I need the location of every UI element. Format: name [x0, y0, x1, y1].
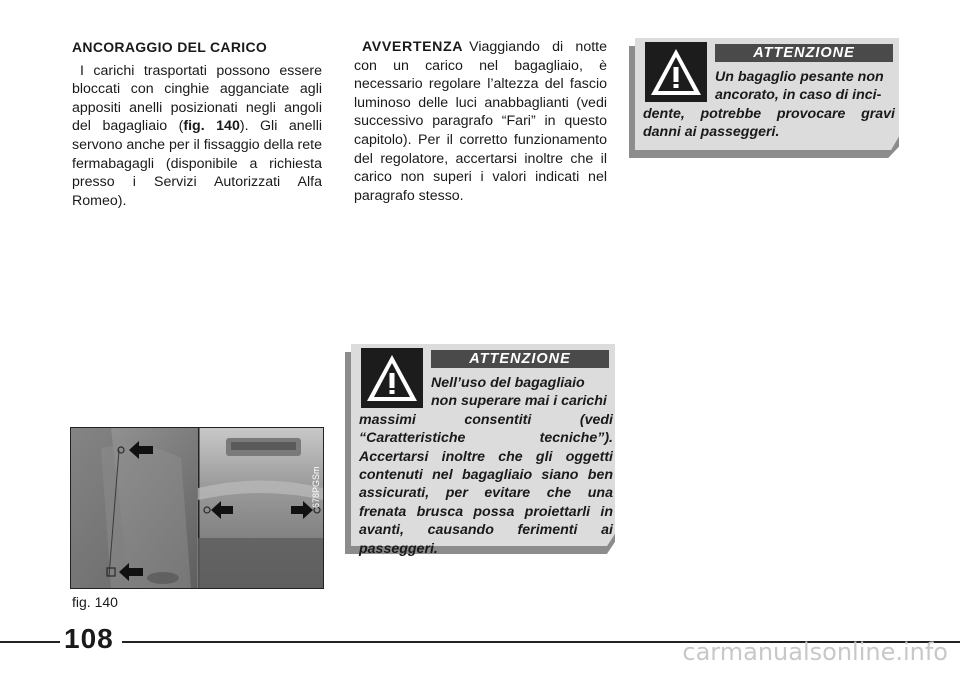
figure-trunk-photo — [70, 427, 324, 589]
footer-rule — [0, 641, 60, 643]
trunk-photo-illustration — [71, 428, 323, 588]
column-middle — [354, 38, 607, 205]
column-left — [72, 38, 322, 210]
warning-box-luggage — [629, 38, 899, 158]
watermark: carmanualsonline.info — [682, 638, 948, 666]
figure-reference: fig. 140 — [183, 118, 240, 135]
section-heading: ANCORAGGIO DEL CARICO — [72, 39, 268, 55]
section-body: I carichi trasportati possono essere bloccati con cinghie agganciate agli appositi anelli posizionati negli angoli del bagagliaio (fig. 140). Gli anelli servono anche per il fissaggio della rete fermabagagli (disponibile a richiesta presso i Servizi Autorizzati Alfa Romeo). — [72, 62, 323, 209]
svg-text:678PGSm: 678PGSm — [311, 466, 321, 508]
note-lead: AVVERTENZA — [362, 39, 464, 55]
note-body: AVVERTENZA Viaggiando di notte con un carico nel bagagliaio, è necessario regolare l’altezza del fascio luminoso delle luci anabbaglianti (vedi successivo paragrafo “Fari” in questo capitolo). Per il corretto funzionamento del regolatore, accertarsi inoltre che il carico non superi i valori indicati nel paragrafo stesso. — [354, 39, 607, 204]
warning-label: ATTENZIONE — [715, 44, 893, 62]
figure-code — [310, 440, 322, 510]
warning-text: Un bagaglio pesante non ancorato, in caso di inci- dente, potrebbe provocare gravi danni ai passeggeri. — [643, 69, 895, 141]
warning-box-load-limits — [345, 344, 615, 557]
figure-caption: fig. 140 — [72, 594, 118, 610]
warning-text: Nell’uso del bagagliaio non superare mai i carichi massimi consentiti (vedi “Caratteristiche tecniche”). Accertarsi inoltre che gli oggetti contenuti nel bagagliaio siano ben assicurati, per evitare che una frenata brusca possa proiettarli in avanti, causando ferimenti ai passeggeri. — [359, 375, 613, 557]
page-number: 108 — [64, 623, 114, 654]
warning-label: ATTENZIONE — [431, 350, 609, 368]
